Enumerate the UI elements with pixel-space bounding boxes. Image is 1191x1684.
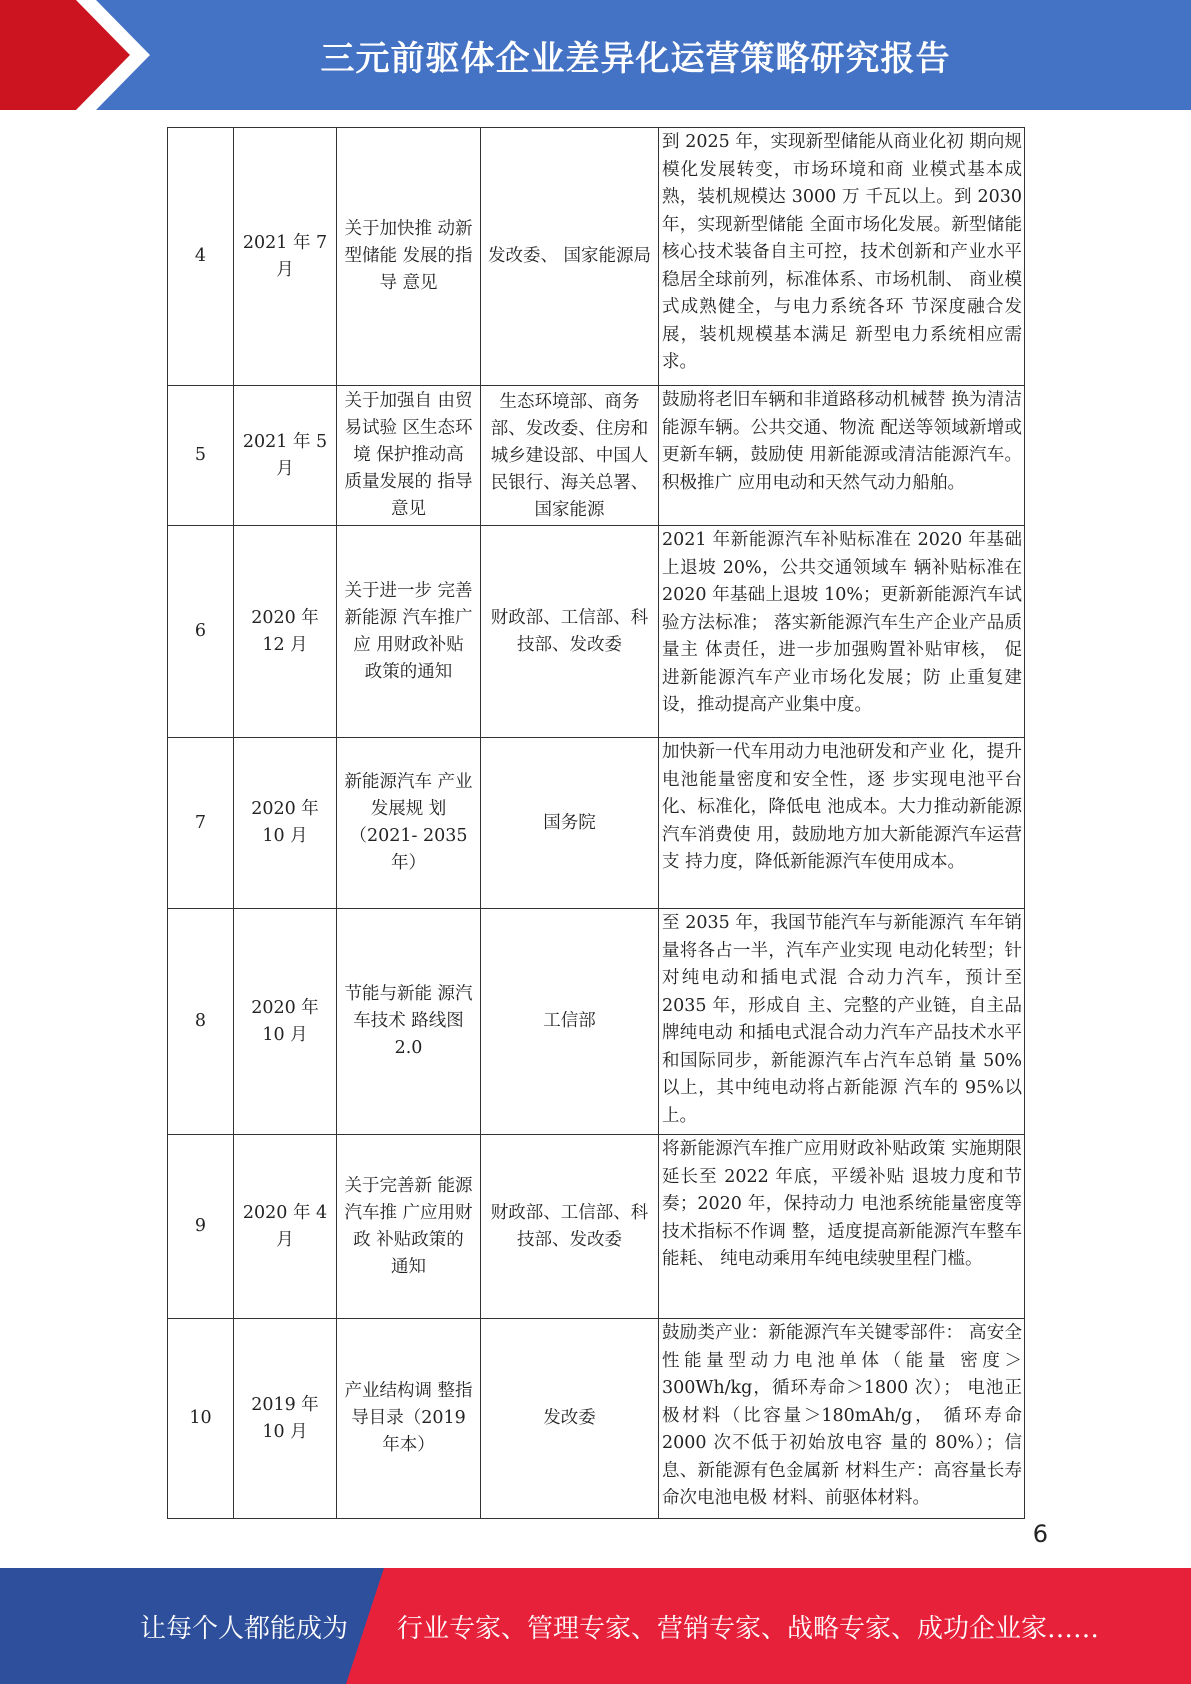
row-number: 5	[168, 386, 234, 526]
row-date: 2020 年 4 月	[234, 1135, 337, 1319]
row-issuer	[481, 386, 659, 526]
row-issuer: 财政部、工信部、科技部、发改委	[481, 1135, 659, 1319]
row-content	[659, 128, 1025, 386]
row-number: 6	[168, 526, 234, 738]
footer-slogan-right: 行业专家、管理专家、营销专家、战略专家、成功企业家……	[397, 1613, 1100, 1644]
row-date: 2020 年 10 月	[234, 909, 337, 1135]
row-policy-title: 关于加强自 由贸易试验 区生态环境 保护推动高 质量发展的 指导意见	[337, 386, 481, 526]
table-row	[168, 1135, 1025, 1319]
row-content-text: 到 2025 年，实现新型储能从商业化初 期向规模化发展转变，市场环境和商 业模式基本成熟，装机规模达 3000 万 千瓦以上。到 2030 年，实现新型储能 全面市场化发展。新型储能核心技术装备自主可控，技术创新和产业水平 稳居全球前列，标准体系、市场机制、 商业模式成熟健全，与电力系统各环 节深度融合发展，装机规模基本满足 新型电力系统相应需求。	[662, 132, 1022, 372]
table-row	[168, 128, 1025, 386]
row-issuer: 工信部	[481, 909, 659, 1135]
row-policy-title: 关于完善新 能源汽车推 广应用财政 补贴政策的 通知	[337, 1135, 481, 1319]
row-content	[659, 738, 1025, 909]
header-banner	[0, 0, 1191, 110]
row-policy-title: 节能与新能 源汽车技术 路线图 2.0	[337, 909, 481, 1135]
row-number: 7	[168, 738, 234, 909]
table-row	[168, 738, 1025, 909]
row-issuer: 国务院	[481, 738, 659, 909]
row-date: 2020 年 12 月	[234, 526, 337, 738]
row-date: 2019 年 10 月	[234, 1319, 337, 1519]
policy-table	[167, 127, 1025, 1519]
row-content	[659, 1135, 1025, 1319]
footer-banner	[0, 1568, 1191, 1684]
row-policy-title: 关于进一步 完善新能源 汽车推广应 用财政补贴 政策的通知	[337, 526, 481, 738]
row-content-text: 加快新一代车用动力电池研发和产业 化，提升电池能量密度和安全性，逐 步实现电池平台化、标准化，降低电 池成本。大力推动新能源汽车消费使 用，鼓励地方加大新能源汽车运营支 持力度，降低新能源汽车使用成本。	[662, 742, 1022, 872]
row-issuer: 财政部、工信部、科技部、发改委	[481, 526, 659, 738]
row-date: 2020 年 10 月	[234, 738, 337, 909]
row-content-text: 鼓励类产业：新能源汽车关键零部件： 高安全性能量型动力电池单体（能量 密度＞300Wh/kg，循环寿命＞1800 次）； 电池正极材料（比容量＞180mAh/g， 循环寿命 2000 次不低于初始放电容 量的 80%）；信息、新能源有色金属新 材料生产：高容量长寿命次电池电极 材料、前驱体材料。	[662, 1323, 1022, 1508]
row-number: 9	[168, 1135, 234, 1319]
row-content	[659, 909, 1025, 1135]
page-number: 6	[1032, 1520, 1048, 1548]
row-issuer-text: 生态环境部、商务部、发改委、住房和城乡建设部、中国人民银行、海关总署、国家能源	[490, 391, 649, 520]
row-content	[659, 1319, 1025, 1519]
row-content	[659, 526, 1025, 738]
row-number: 10	[168, 1319, 234, 1519]
header-title: 三元前驱体企业差异化运营策略研究报告	[320, 38, 951, 79]
row-number: 4	[168, 128, 234, 386]
footer-slogan-left: 让每个人都能成为	[140, 1613, 349, 1644]
row-issuer: 发改委	[481, 1319, 659, 1519]
row-policy-title: 产业结构调 整指导目录（2019 年本）	[337, 1319, 481, 1519]
row-issuer: 发改委、 国家能源局	[481, 128, 659, 386]
row-content-text: 将新能源汽车推广应用财政补贴政策 实施期限延长至 2022 年底，平缓补贴 退坡力度和节奏；2020 年，保持动力 电池系统能量密度等技术指标不作调 整，适度提高新能源汽车整车能耗、 纯电动乘用车纯电续驶里程门槛。	[662, 1139, 1022, 1269]
row-content-text: 至 2035 年，我国节能汽车与新能源汽 车年销量将各占一半，汽车产业实现 电动化转型；针对纯电动和插电式混 合动力汽车，预计至 2035 年，形成自 主、完整的产业链，自主品牌纯电动 和插电式混合动力汽车产品技术水平 和国际同步，新能源汽车占汽车总销 量 50%以上，其中纯电动将占新能源 汽车的 95%以上。	[662, 913, 1022, 1126]
row-content-text: 2021 年新能源汽车补贴标准在 2020 年基础上退坡 20%，公共交通领域车 辆补贴标准在 2020 年基础上退坡 10%；更新新能源汽车试验方法标准； 落实新能源汽车生产企业产品质量主 体责任，进一步加强购置补贴审核， 促进新能源汽车产业市场化发展；防 止重复建设，推动提高产业集中度。	[662, 530, 1022, 715]
table-row	[168, 909, 1025, 1135]
row-content-text: 鼓励将老旧车辆和非道路移动机械替 换为清洁能源车辆。公共交通、物流 配送等领域新增或更新车辆，鼓励使 用新能源或清洁能源汽车。积极推广 应用电动和天然气动力船舶。	[662, 390, 1022, 493]
row-date: 2021 年 5 月	[234, 386, 337, 526]
row-number: 8	[168, 909, 234, 1135]
table-row	[168, 1319, 1025, 1519]
table-row	[168, 526, 1025, 738]
row-policy-title: 新能源汽车 产业发展规 划（2021- 2035 年）	[337, 738, 481, 909]
header-chevron-decoration	[0, 0, 160, 110]
row-content	[659, 386, 1025, 526]
table-row	[168, 386, 1025, 526]
row-policy-title: 关于加快推 动新型储能 发展的指导 意见	[337, 128, 481, 386]
row-date: 2021 年 7 月	[234, 128, 337, 386]
